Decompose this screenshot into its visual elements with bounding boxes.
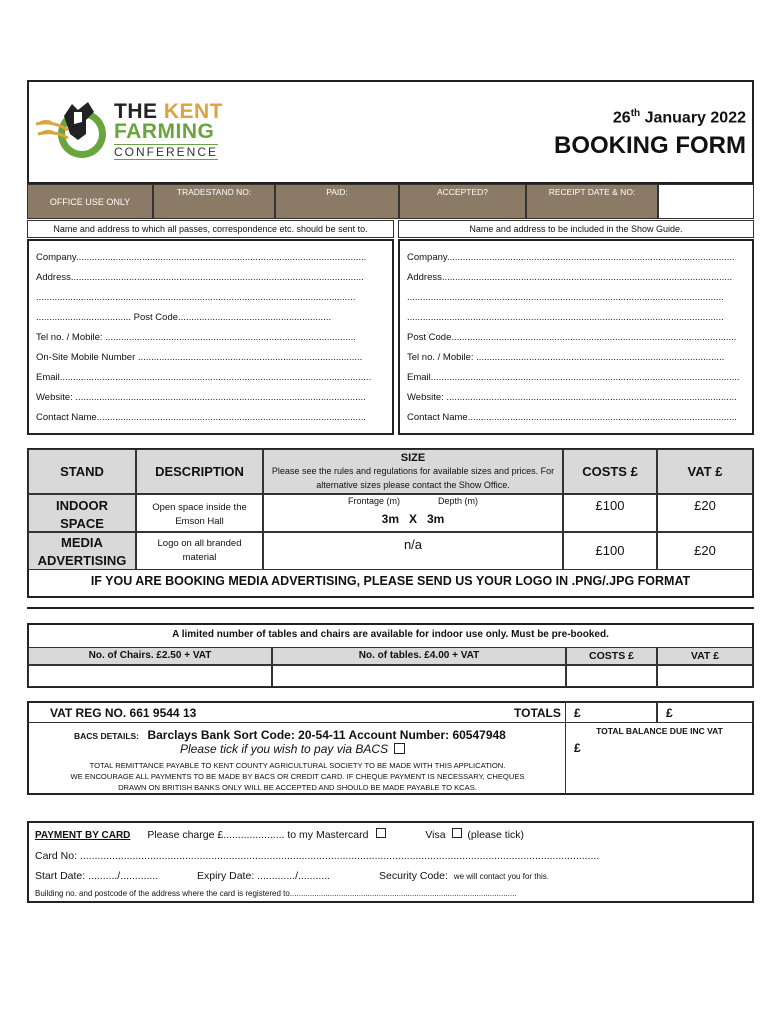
left-address-line2[interactable]: ......................................................................................................................... (36, 292, 356, 303)
left-tel-field[interactable]: Tel no. / Mobile: ............................................................................................... (36, 332, 356, 343)
left-onsite-mobile-field[interactable]: On-Site Mobile Number ..................................................................................... (36, 352, 363, 363)
media-advertising-vat: £20 (657, 532, 753, 570)
event-date: 26th January 2022 (612, 108, 746, 127)
tables-header: No. of tables. £4.00 + VAT (272, 647, 566, 665)
tc-vat-header: VAT £ (657, 647, 753, 665)
costs-header: COSTS £ (563, 449, 657, 494)
logo-text-the: THE (114, 100, 164, 123)
depth-label: Depth (m) (438, 496, 479, 506)
payment-label: PAYMENT BY CARD (35, 830, 131, 841)
tables-input[interactable] (272, 665, 566, 687)
receipt-date-field[interactable]: RECEIPT DATE & NO: (526, 184, 658, 219)
visa-label: Visa (425, 829, 446, 841)
media-logo-notice: IF YOU ARE BOOKING MEDIA ADVERTISING, PLEASE SEND US YOUR LOGO IN .PNG/.JPG FORMAT (90, 574, 691, 588)
page-title: BOOKING FORM (554, 132, 746, 159)
office-use-label: OFFICE USE ONLY (27, 184, 153, 219)
remittance-note: TOTAL REMITTANCE PAYABLE TO KENT COUNTY AGRICULTURAL SOCIETY TO BE MADE WITH THIS APPLICATION. WE ENCOURAGE ALL PAYMENTS TO BE MADE BY BACS OR CREDIT CARD. IF CHEQUE PAYMENT IS NECESSARY, CHEQUES DRAWN ON BRITISH BANKS ONLY WILL BE ACCEPTED AND SHOULD BE MADE PAYABLE TO KCAS. (70, 761, 525, 792)
right-postcode-field[interactable]: Post Code............................................................................................................ (407, 332, 737, 343)
right-address-line2[interactable]: ........................................................................................................................ (407, 292, 724, 303)
media-advertising-label: MEDIA ADVERTISING (28, 532, 136, 570)
payment-row3 (35, 870, 549, 882)
right-address-field[interactable]: Address.............................................................................................................. (407, 272, 733, 283)
tables-chairs-title: A limited number of tables and chairs are available for indoor use only. Must be pre-booked. (172, 629, 609, 640)
left-address-title: Name and address to which all passes, correspondence etc. should be sent to. (27, 220, 394, 238)
media-advertising-cost: £100 (563, 532, 657, 570)
logo (34, 94, 224, 166)
section-divider (27, 607, 754, 609)
mastercard-checkbox[interactable] (376, 828, 386, 838)
charge-field[interactable]: Please charge £..................... to my Mastercard (147, 829, 369, 841)
indoor-space-desc: Open space inside the Emson Hall (136, 494, 263, 532)
right-contact-field[interactable]: Contact Name...................................................................................................... (407, 412, 737, 423)
indoor-space-size-value: 3m X 3m (381, 512, 445, 526)
left-postcode-field[interactable]: .................................... Post Code.......................................................... (36, 312, 332, 323)
media-advertising-desc: Logo on all branded material (136, 532, 263, 570)
start-date-field[interactable]: Start Date: ........../............. (35, 870, 159, 882)
bacs-account: Barclays Bank Sort Code: 20-54-11 Account Number: 60547948 (147, 728, 506, 742)
left-contact-field[interactable]: Contact Name...................................................................................................... (36, 412, 366, 423)
tc-vat-input[interactable] (657, 665, 753, 687)
logo-text-conference: CONFERENCE (114, 145, 219, 159)
indoor-space-label: INDOOR SPACE (28, 494, 136, 532)
right-email-field[interactable]: Email..................................................................................................................... (407, 372, 740, 383)
tc-costs-header: COSTS £ (566, 647, 657, 665)
left-company-field[interactable]: Company.............................................................................................................. (36, 252, 367, 263)
bacs-checkbox[interactable] (394, 743, 405, 754)
description-header: DESCRIPTION (136, 449, 263, 494)
right-address-line3[interactable]: ........................................................................................................................ (407, 312, 724, 323)
chairs-input[interactable] (28, 665, 272, 687)
logo-graphic (34, 94, 114, 166)
balance-due-label: TOTAL BALANCE DUE INC VAT (596, 726, 723, 736)
card-number-field[interactable]: Card No: .................................................................................................................................................................................. (35, 850, 600, 862)
right-address-title: Name and address to be included in the Show Guide. (398, 220, 754, 238)
media-advertising-size: n/a (263, 532, 563, 570)
frontage-label: Frontage (m) (347, 496, 400, 506)
security-code-note: we will contact you for this. (453, 872, 549, 881)
left-address-field[interactable]: Address............................................................................................................... (36, 272, 364, 283)
receipt-date-blank[interactable] (658, 184, 754, 219)
please-tick-label: (please tick) (467, 829, 525, 841)
logo-text-kent: KENT (163, 100, 224, 123)
left-email-field[interactable]: Email...................................................................................................................... (36, 372, 372, 383)
totals-label: TOTALS (514, 706, 561, 720)
right-address-box (398, 239, 754, 435)
vat-reg-number: VAT REG NO. 661 9544 13 (50, 706, 197, 720)
totals-cost-field[interactable]: £ (565, 702, 657, 723)
left-address-box (27, 239, 394, 435)
tradestand-no-field[interactable]: TRADESTAND NO: (153, 184, 275, 219)
right-website-field[interactable]: Website: .............................................................................................................. (407, 392, 737, 403)
logo-text-farming: FARMING (114, 120, 215, 143)
bacs-tick-row: Please tick if you wish to pay via BACS (180, 742, 405, 756)
indoor-space-vat: £20 (657, 494, 753, 532)
vat-header: VAT £ (657, 449, 753, 494)
totals-vat-field[interactable]: £ (657, 702, 753, 723)
chairs-header: No. of Chairs. £2.50 + VAT (28, 647, 272, 665)
visa-checkbox[interactable] (452, 828, 462, 838)
tc-costs-input[interactable] (566, 665, 657, 687)
accepted-field[interactable]: ACCEPTED? (399, 184, 526, 219)
right-tel-field[interactable]: Tel no. / Mobile: .............................................................................................. (407, 352, 725, 363)
left-website-field[interactable]: Website: .............................................................................................................. (36, 392, 366, 403)
right-company-field[interactable]: Company............................................................................................................. (407, 252, 735, 263)
indoor-space-size[interactable] (263, 494, 563, 532)
balance-due-pound: £ (574, 741, 581, 755)
stand-header: STAND (28, 449, 136, 494)
payment-row1 (35, 828, 524, 841)
card-address-field[interactable]: Building no. and postcode of the address where the card is registered to...................................................................................................... (35, 889, 517, 898)
expiry-date-field[interactable]: Expiry Date: ............./........... (197, 870, 331, 882)
paid-field[interactable]: PAID: (275, 184, 399, 219)
indoor-space-cost: £100 (563, 494, 657, 532)
balance-due-field[interactable] (565, 723, 753, 794)
bacs-label: BACS DETAILS: (74, 731, 140, 741)
security-code-label: Security Code: (379, 870, 448, 882)
size-header: SIZE Please see the rules and regulations for available sizes and prices. For alternative sizes please contact the Show Office. (263, 449, 563, 494)
